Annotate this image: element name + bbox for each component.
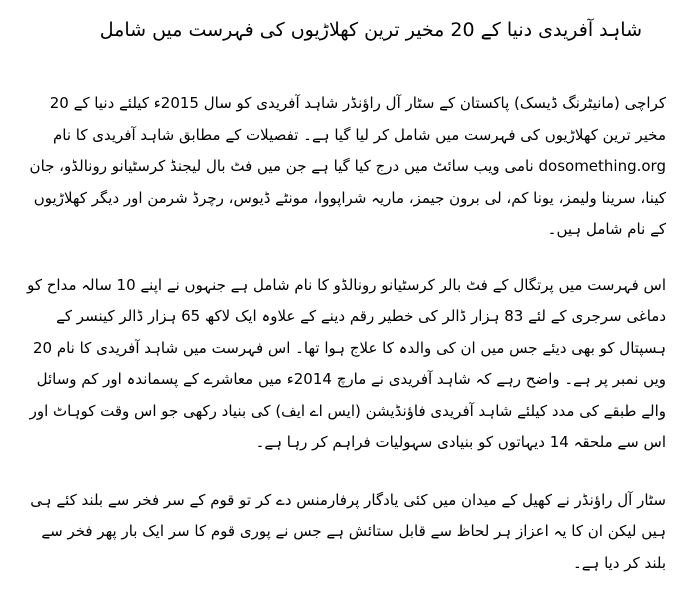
article-headline: شاہد آفریدی دنیا کے 20 مخیر ترین کھلاڑیوں کی فہرست میں شامل [99,19,642,41]
article-paragraph-3: سٹار آل راؤنڈر نے کھیل کے میدان میں کئی یادگار پرفارمنس دے کر تو قوم کے سر فخر سے بلند کئے ہی ہیں لیکن ان کا یہ اعزاز ہر لحاظ سے قابل ستائش ہے جس نے پوری قوم کا سر ایک بار پھر فخر سے بلند کر دیا ہے۔ [30,490,666,572]
article-paragraph-2: اس فہرست میں پرتگال کے فٹ بالر کرسٹیانو رونالڈو کا نام شامل ہے جنہوں نے اپنے 10 سالہ مداح کو دماغی سرجری کے لئے 83 ہزار ڈالر کی خطیر رقم دینے کے علاوہ ایک لاکھ 65 ہزار ڈالر کینسر کے ہسپتال کو بھی دیئے جس میں ان کی والدہ کا علاج ہوا تھا۔ اس فہرست میں شاہد آفریدی کا نام 20 ویں نمبر پر ہے۔ واضح رہے کہ شاہد آفریدی نے مارچ 2014ء میں معاشرے کے پسماندہ اور کم وسائل والے طبقے کی مدد کیلئے شاہد آفریدی فاؤنڈیشن (ایس اے ایف) کی بنیاد رکھی جو اس وقت کوہاٹ اور اس سے ملحقہ 14 دیہاتوں کو بنیادی سہولیات فراہم کر رہا ہے۔ [27,275,666,451]
article-paragraph-1: کراچی (مانیٹرنگ ڈیسک) پاکستان کے سٹار آل راؤنڈر شاہد آفریدی کو سال 2015ء کیلئے دنیا کے 20 مخیر ترین کھلاڑیوں کی فہرست میں شامل کر لیا گیا ہے۔ تفصیلات کے مطابق شاہد آفریدی کا نام dosomething.org نامی ویب سائٹ میں درج کیا گیا ہے جن میں فٹ بال لیجنڈ کرسٹیانو رونالڈو، جان کینا، سرینا ولیمز، یونا کم، لی برون جیمز، ماریہ شراپووا، مونٹے ڈیوس، رچرڈ شرمن اور دیگر کھلاڑیوں کے نام شامل ہیں۔ [29,94,666,238]
